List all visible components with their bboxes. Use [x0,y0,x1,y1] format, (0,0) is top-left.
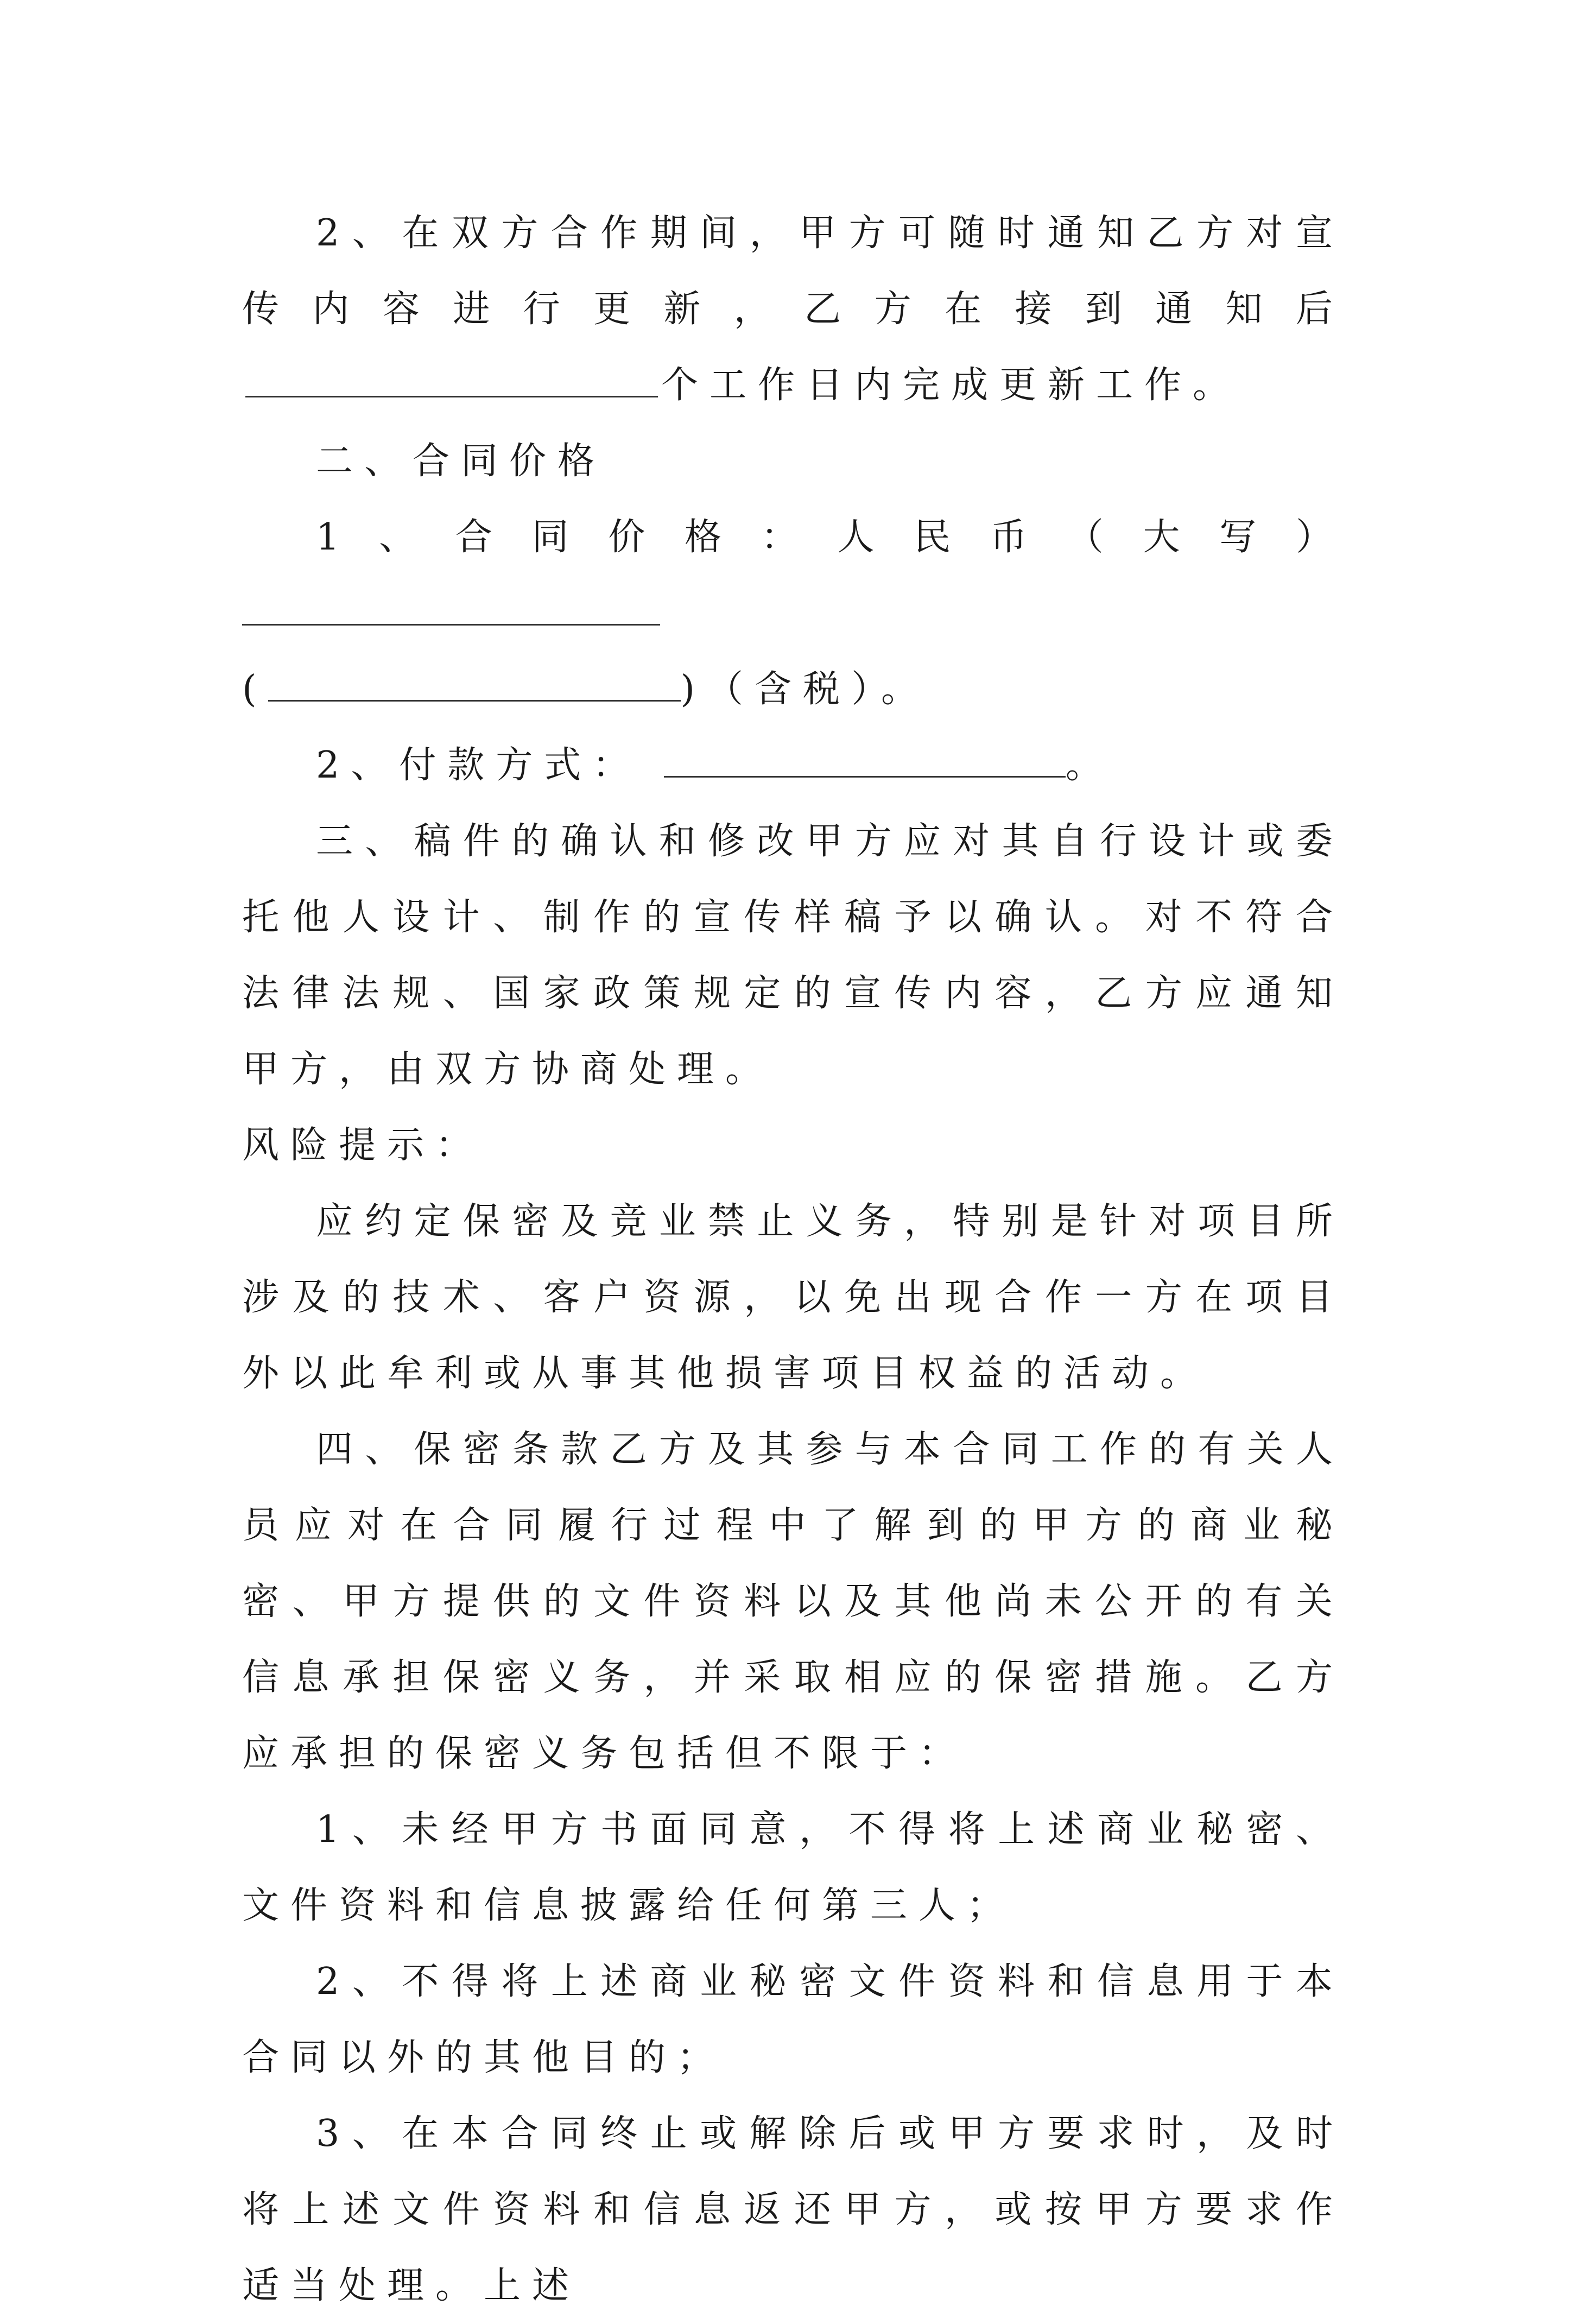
contract-price-label: 1、合同价格：人民币（大写） [316,516,1344,559]
payment-method-end: 。 [1065,744,1114,787]
payment-method-label: 2、付款方式： [316,744,641,787]
clause-update-notice [242,195,1344,424]
price-numeric-blank[interactable] [268,662,681,702]
clause-payment-method [242,728,1344,804]
tax-included-text: )（含税）。 [680,668,930,711]
price-uppercase-blank[interactable] [242,586,660,626]
risk-warning-text: 应约定保密及竞业禁止义务，特别是针对项目所涉及的技术、客户资源，以免出现合作一方在项目外以此牟利或从事其他损害项目权益的活动。 [242,1200,1344,1395]
confidentiality-item-1: 1、未经甲方书面同意，不得将上述商业秘密、文件资料和信息披露给任何第三人； [242,1808,1344,1927]
clause-update-text-end: 个工作日内完成更新工作。 [661,364,1241,407]
section-confidentiality: 四、保密条款乙方及其参与本合同工作的有关人员应对在合同履行过程中了解到的甲方的商业秘密、甲方提供的文件资料以及其他尚未公开的有关信息承担保密义务，并采取相应的保密措施。乙方应承担的保密义务包括但不限于： [242,1428,1344,1775]
clause-contract-price-numeric [242,652,1344,728]
confidentiality-item-3: 3、在本合同终止或解除后或甲方要求时，及时将上述文件资料和信息返还甲方，或按甲方要求作适当处理。上述 [242,2112,1344,2307]
section-heading-contract-price: 二、合同价格 [316,440,606,483]
section-draft-confirmation: 三、稿件的确认和修改甲方应对其自行设计或委托他人设计、制作的宣传样稿予以确认。对不符合法律法规、国家政策规定的宣传内容，乙方应通知甲方，由双方协商处理。 [242,820,1344,1091]
open-paren: ( [242,668,268,711]
clause-update-text-start: 2、在双方合作期间，甲方可随时通知乙方对宣传内容进行更新，乙方在接到通知后 [242,212,1344,331]
clause-contract-price [242,500,1344,652]
risk-warning-heading: 风险提示： [242,1124,484,1167]
confidentiality-item-2: 2、不得将上述商业秘密文件资料和信息用于本合同以外的其他目的； [242,1960,1344,2079]
workdays-blank[interactable] [245,358,658,397]
document-body [242,195,1344,2324]
payment-method-blank[interactable] [664,738,1066,778]
